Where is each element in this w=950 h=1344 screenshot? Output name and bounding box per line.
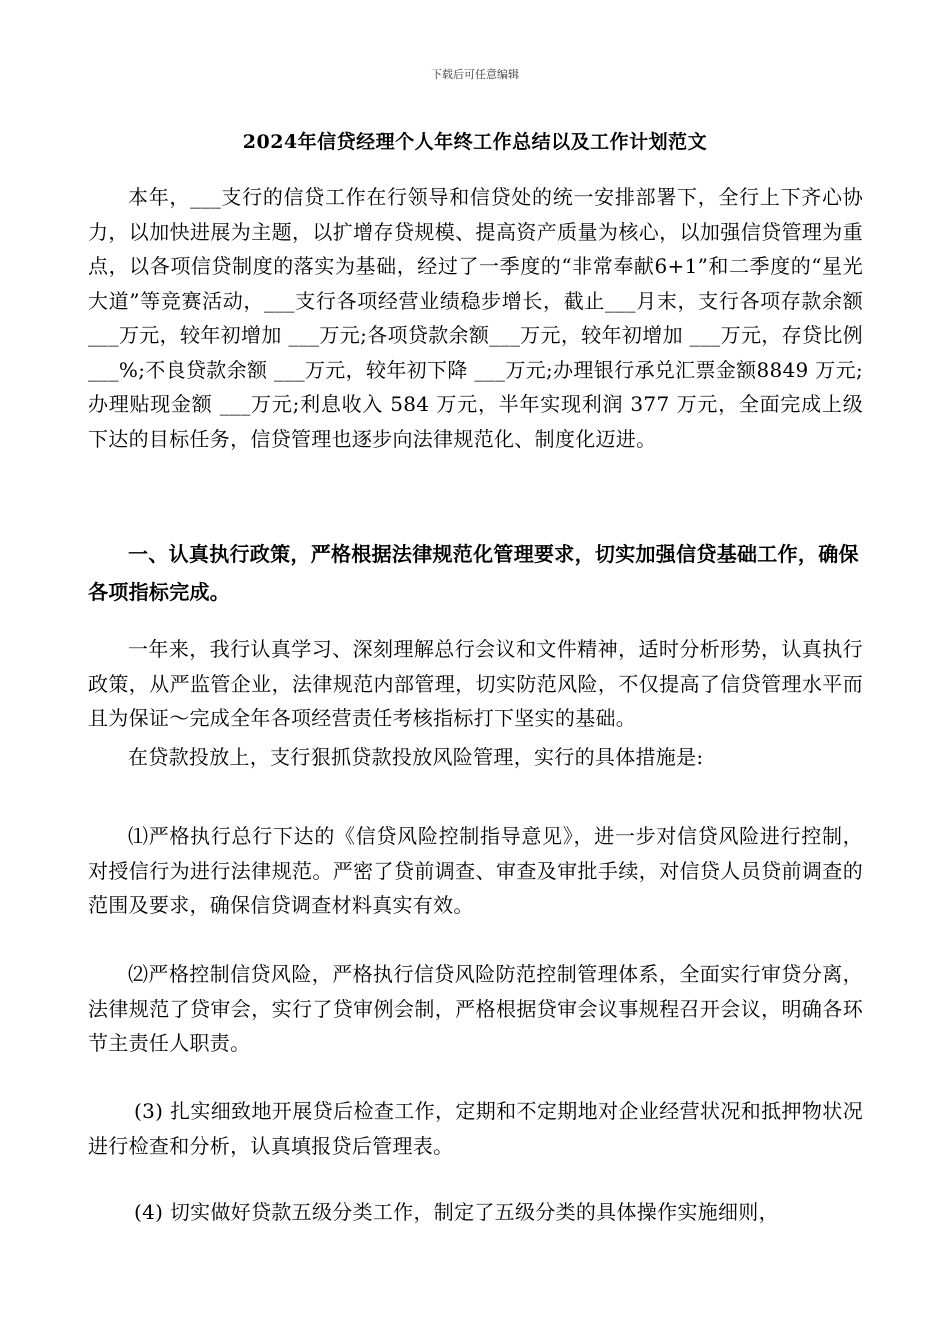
- list-item-4: (4) 切实做好贷款五级分类工作，制定了五级分类的具体操作实施细则，: [134, 1200, 779, 1224]
- document-title: 2024年信贷经理个人年终工作总结以及工作计划范文: [242, 131, 708, 153]
- paragraph-1: 一年来，我行认真学习、深刻理解总行会议和文件精神，适时分析形势，认真执行政策，从严监管企业，法律规范内部管理，切实防范风险，不仅提高了信贷管理水平而且为保证～完成全年各项经营责任考核指标打下坚实的基础。: [88, 637, 863, 730]
- header-note: 下载后可任意编辑: [431, 68, 519, 81]
- list-item-2: ⑵严格控制信贷风险，严格执行信贷风险防范控制管理体系，全面实行审贷分离，法律规范了贷审会，实行了贷审例会制，严格根据贷审会议事规程召开会议，明确各环节主责任人职责。: [88, 962, 863, 1055]
- intro-paragraph: 本年，___支行的信贷工作在行领导和信贷处的统一安排部署下，全行上下齐心协力，以加快进展为主题，以扩增存贷规模、提高资产质量为核心，以加强信贷管理为重点，以各项信贷制度的落实为基础，经过了一季度的“非常奉献6+1”和二季度的“星光大道”等竞赛活动，___支行各项经营业绩稳步增长，截止___月末，支行各项存款余额___万元，较年初增加 ___万元;各项贷款余额___万元，较年初增加 ___万元，存贷比例 ___%;不良贷款余额 ___万元，较年初下降 ___万元;办理银行承兑汇票金额8849 万元;办理贴现金额 ___万元;利息收入 584 万元，半年实现利润 377 万元，全面完成上级下达的目标任务，信贷管理也逐步向法律规范化、制度化迈进。: [88, 185, 863, 451]
- section-heading-1: 一、认真执行政策，严格根据法律规范化管理要求，切实加强信贷基础工作，确保各项指标完成。: [88, 542, 859, 604]
- list-item-3: (3) 扎实细致地开展贷后检查工作，定期和不定期地对企业经营状况和抵押物状况进行检查和分析，认真填报贷后管理表。: [88, 1099, 863, 1158]
- paragraph-2: 在贷款投放上，支行狠抓贷款投放风险管理，实行的具体措施是:: [128, 745, 704, 769]
- list-item-1: ⑴严格执行总行下达的《信贷风险控制指导意见》，进一步对信贷风险进行控制，对授信行为进行法律规范。严密了贷前调查、审查及审批手续，对信贷人员贷前调查的范围及要求，确保信贷调查材料真实有效。: [88, 824, 863, 917]
